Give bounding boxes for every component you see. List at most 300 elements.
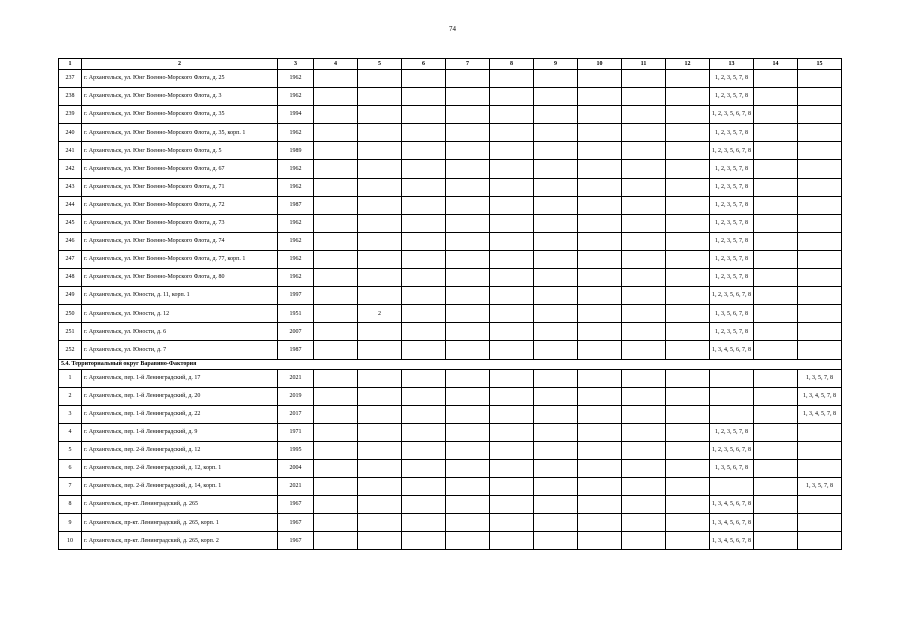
empty-cell — [446, 441, 490, 459]
empty-cell — [578, 459, 622, 477]
column-13-cell: 1, 2, 3, 5, 7, 8 — [710, 124, 754, 142]
empty-cell — [578, 305, 622, 323]
empty-cell — [446, 323, 490, 341]
empty-cell — [490, 323, 534, 341]
empty-cell — [666, 106, 710, 124]
column-5-cell — [358, 323, 402, 341]
year-cell: 1962 — [278, 214, 314, 232]
empty-cell — [490, 387, 534, 405]
table-row — [59, 106, 842, 124]
table-row — [59, 214, 842, 232]
empty-cell — [446, 142, 490, 160]
empty-cell — [622, 323, 666, 341]
table-row — [59, 405, 842, 423]
address-cell: г. Архангельск, ул. Юнг Военно-Морского Флота, д. 72 — [82, 196, 278, 214]
empty-cell — [754, 423, 798, 441]
column-13-cell — [710, 369, 754, 387]
year-cell: 1987 — [278, 341, 314, 359]
empty-cell — [754, 369, 798, 387]
year-cell: 1989 — [278, 142, 314, 160]
column-5-cell — [358, 459, 402, 477]
empty-cell — [314, 142, 358, 160]
year-cell: 1967 — [278, 514, 314, 532]
row-number-cell: 7 — [59, 478, 82, 496]
empty-cell — [314, 369, 358, 387]
year-cell: 2021 — [278, 369, 314, 387]
empty-cell — [534, 441, 578, 459]
empty-cell — [622, 369, 666, 387]
row-number-cell: 3 — [59, 405, 82, 423]
column-13-cell: 1, 2, 3, 5, 6, 7, 8 — [710, 142, 754, 160]
row-number-cell: 4 — [59, 423, 82, 441]
address-cell: г. Архангельск, ул. Юности, д. 6 — [82, 323, 278, 341]
empty-cell — [534, 106, 578, 124]
empty-cell — [534, 124, 578, 142]
table-row — [59, 514, 842, 532]
empty-cell — [446, 514, 490, 532]
empty-cell — [666, 441, 710, 459]
empty-cell — [402, 88, 446, 106]
empty-cell — [314, 160, 358, 178]
year-cell: 1967 — [278, 496, 314, 514]
empty-cell — [314, 214, 358, 232]
empty-cell — [666, 323, 710, 341]
address-cell: г. Архангельск, пер. 2-й Ленинградский, д. 12 — [82, 441, 278, 459]
table-row — [59, 178, 842, 196]
address-cell: г. Архангельск, пер. 1-й Ленинградский, д. 22 — [82, 405, 278, 423]
empty-cell — [622, 178, 666, 196]
column-15-cell — [798, 232, 842, 250]
column-13-cell: 1, 3, 4, 5, 6, 7, 8 — [710, 341, 754, 359]
empty-cell — [666, 423, 710, 441]
empty-cell — [402, 142, 446, 160]
empty-cell — [402, 305, 446, 323]
address-cell: г. Архангельск, пр-кт. Ленинградский, д. 265, корп. 1 — [82, 514, 278, 532]
column-5-cell — [358, 387, 402, 405]
column-header: 10 — [578, 59, 622, 70]
column-header: 9 — [534, 59, 578, 70]
column-header: 15 — [798, 59, 842, 70]
column-5-cell — [358, 532, 402, 550]
empty-cell — [314, 323, 358, 341]
row-number-cell: 10 — [59, 532, 82, 550]
column-13-cell: 1, 2, 3, 5, 7, 8 — [710, 232, 754, 250]
column-header: 3 — [278, 59, 314, 70]
empty-cell — [446, 196, 490, 214]
table-row — [59, 142, 842, 160]
empty-cell — [578, 124, 622, 142]
table-row — [59, 323, 842, 341]
empty-cell — [622, 232, 666, 250]
address-cell: г. Архангельск, ул. Юнг Военно-Морского Флота, д. 74 — [82, 232, 278, 250]
column-15-cell: 1, 3, 4, 5, 7, 8 — [798, 387, 842, 405]
empty-cell — [402, 124, 446, 142]
table-row — [59, 369, 842, 387]
empty-cell — [578, 70, 622, 88]
empty-cell — [534, 459, 578, 477]
empty-cell — [490, 106, 534, 124]
table-row — [59, 341, 842, 359]
empty-cell — [402, 250, 446, 268]
empty-cell — [402, 70, 446, 88]
column-5-cell — [358, 178, 402, 196]
empty-cell — [446, 369, 490, 387]
address-cell: г. Архангельск, ул. Юности, д. 11, корп. 1 — [82, 287, 278, 305]
column-15-cell — [798, 532, 842, 550]
empty-cell — [490, 70, 534, 88]
column-15-cell — [798, 70, 842, 88]
empty-cell — [402, 196, 446, 214]
empty-cell — [490, 142, 534, 160]
column-15-cell — [798, 106, 842, 124]
empty-cell — [754, 341, 798, 359]
row-number-cell: 2 — [59, 387, 82, 405]
row-number-cell: 250 — [59, 305, 82, 323]
empty-cell — [446, 532, 490, 550]
table-row — [59, 423, 842, 441]
empty-cell — [402, 387, 446, 405]
empty-cell — [402, 178, 446, 196]
empty-cell — [446, 250, 490, 268]
address-cell: г. Архангельск, пер. 2-й Ленинградский, д. 14, корп. 1 — [82, 478, 278, 496]
empty-cell — [666, 496, 710, 514]
empty-cell — [578, 269, 622, 287]
empty-cell — [754, 478, 798, 496]
empty-cell — [578, 423, 622, 441]
empty-cell — [490, 232, 534, 250]
row-number-cell: 242 — [59, 160, 82, 178]
empty-cell — [622, 88, 666, 106]
column-5-cell — [358, 160, 402, 178]
empty-cell — [402, 341, 446, 359]
empty-cell — [622, 405, 666, 423]
empty-cell — [402, 369, 446, 387]
column-13-cell: 1, 2, 3, 5, 7, 8 — [710, 269, 754, 287]
address-cell: г. Архангельск, ул. Юности, д. 7 — [82, 341, 278, 359]
empty-cell — [314, 405, 358, 423]
empty-cell — [534, 196, 578, 214]
column-13-cell: 1, 2, 3, 5, 7, 8 — [710, 196, 754, 214]
empty-cell — [622, 478, 666, 496]
empty-cell — [534, 250, 578, 268]
empty-cell — [754, 459, 798, 477]
row-number-cell: 248 — [59, 269, 82, 287]
header-row — [59, 59, 842, 70]
empty-cell — [490, 178, 534, 196]
column-header: 14 — [754, 59, 798, 70]
column-header: 6 — [402, 59, 446, 70]
column-13-cell: 1, 2, 3, 5, 7, 8 — [710, 160, 754, 178]
column-13-cell: 1, 2, 3, 5, 7, 8 — [710, 178, 754, 196]
empty-cell — [666, 142, 710, 160]
empty-cell — [666, 369, 710, 387]
year-cell: 1995 — [278, 441, 314, 459]
empty-cell — [666, 532, 710, 550]
column-13-cell — [710, 405, 754, 423]
empty-cell — [666, 305, 710, 323]
column-13-cell — [710, 478, 754, 496]
empty-cell — [534, 70, 578, 88]
year-cell: 2021 — [278, 478, 314, 496]
empty-cell — [578, 532, 622, 550]
empty-cell — [314, 532, 358, 550]
empty-cell — [534, 514, 578, 532]
column-5-cell — [358, 106, 402, 124]
empty-cell — [666, 214, 710, 232]
empty-cell — [666, 478, 710, 496]
address-cell: г. Архангельск, ул. Юнг Военно-Морского Флота, д. 25 — [82, 70, 278, 88]
empty-cell — [578, 341, 622, 359]
column-15-cell — [798, 160, 842, 178]
column-5-cell — [358, 514, 402, 532]
table-row — [59, 88, 842, 106]
empty-cell — [490, 250, 534, 268]
empty-cell — [622, 250, 666, 268]
empty-cell — [314, 478, 358, 496]
year-cell: 1962 — [278, 160, 314, 178]
column-header: 8 — [490, 59, 534, 70]
empty-cell — [754, 387, 798, 405]
empty-cell — [578, 214, 622, 232]
column-5-cell — [358, 405, 402, 423]
empty-cell — [490, 88, 534, 106]
column-5-cell — [358, 441, 402, 459]
empty-cell — [666, 269, 710, 287]
empty-cell — [490, 269, 534, 287]
empty-cell — [314, 250, 358, 268]
empty-cell — [622, 287, 666, 305]
empty-cell — [314, 287, 358, 305]
empty-cell — [314, 196, 358, 214]
empty-cell — [490, 532, 534, 550]
empty-cell — [490, 423, 534, 441]
column-5-cell — [358, 250, 402, 268]
empty-cell — [490, 124, 534, 142]
empty-cell — [622, 196, 666, 214]
year-cell: 2019 — [278, 387, 314, 405]
column-15-cell — [798, 88, 842, 106]
empty-cell — [446, 124, 490, 142]
column-15-cell — [798, 514, 842, 532]
address-cell: г. Архангельск, ул. Юнг Военно-Морского Флота, д. 73 — [82, 214, 278, 232]
empty-cell — [402, 405, 446, 423]
address-cell: г. Архангельск, ул. Юнг Военно-Морского Флота, д. 67 — [82, 160, 278, 178]
address-cell: г. Архангельск, ул. Юнг Военно-Морского Флота, д. 35, корп. 1 — [82, 124, 278, 142]
year-cell: 1951 — [278, 305, 314, 323]
empty-cell — [578, 178, 622, 196]
empty-cell — [534, 496, 578, 514]
year-cell: 1997 — [278, 287, 314, 305]
empty-cell — [666, 387, 710, 405]
empty-cell — [578, 514, 622, 532]
year-cell: 1962 — [278, 70, 314, 88]
table-row — [59, 441, 842, 459]
year-cell: 1962 — [278, 232, 314, 250]
empty-cell — [622, 441, 666, 459]
column-13-cell: 1, 2, 3, 5, 6, 7, 8 — [710, 287, 754, 305]
empty-cell — [754, 214, 798, 232]
section-title: 5.4. Территориальный округ Варавино-Фактория — [59, 359, 842, 369]
empty-cell — [402, 287, 446, 305]
address-cell: г. Архангельск, пер. 2-й Ленинградский, д. 12, корп. 1 — [82, 459, 278, 477]
table-row — [59, 387, 842, 405]
empty-cell — [622, 70, 666, 88]
empty-cell — [446, 232, 490, 250]
empty-cell — [622, 269, 666, 287]
housing-table — [58, 58, 842, 550]
column-13-cell — [710, 387, 754, 405]
column-5-cell — [358, 478, 402, 496]
empty-cell — [402, 496, 446, 514]
year-cell: 1971 — [278, 423, 314, 441]
empty-cell — [578, 250, 622, 268]
empty-cell — [314, 496, 358, 514]
table-row — [59, 232, 842, 250]
row-number-cell: 245 — [59, 214, 82, 232]
empty-cell — [446, 287, 490, 305]
address-cell: г. Архангельск, пер. 1-й Ленинградский, д. 17 — [82, 369, 278, 387]
year-cell: 1994 — [278, 106, 314, 124]
row-number-cell: 244 — [59, 196, 82, 214]
empty-cell — [490, 459, 534, 477]
empty-cell — [314, 459, 358, 477]
column-13-cell: 1, 2, 3, 5, 7, 8 — [710, 214, 754, 232]
year-cell: 1962 — [278, 250, 314, 268]
empty-cell — [754, 269, 798, 287]
empty-cell — [490, 405, 534, 423]
empty-cell — [754, 160, 798, 178]
empty-cell — [534, 369, 578, 387]
table-row — [59, 496, 842, 514]
section-row — [59, 359, 842, 369]
empty-cell — [666, 160, 710, 178]
empty-cell — [534, 478, 578, 496]
empty-cell — [402, 160, 446, 178]
empty-cell — [402, 459, 446, 477]
column-13-cell: 1, 3, 4, 5, 6, 7, 8 — [710, 514, 754, 532]
column-15-cell — [798, 459, 842, 477]
column-15-cell — [798, 250, 842, 268]
empty-cell — [534, 269, 578, 287]
row-number-cell: 237 — [59, 70, 82, 88]
empty-cell — [754, 532, 798, 550]
year-cell: 1987 — [278, 196, 314, 214]
empty-cell — [314, 232, 358, 250]
table-row — [59, 305, 842, 323]
empty-cell — [314, 441, 358, 459]
empty-cell — [578, 232, 622, 250]
row-number-cell: 6 — [59, 459, 82, 477]
empty-cell — [578, 387, 622, 405]
empty-cell — [666, 70, 710, 88]
empty-cell — [490, 478, 534, 496]
empty-cell — [402, 214, 446, 232]
empty-cell — [754, 106, 798, 124]
empty-cell — [666, 459, 710, 477]
empty-cell — [622, 496, 666, 514]
column-header: 11 — [622, 59, 666, 70]
empty-cell — [314, 514, 358, 532]
empty-cell — [446, 160, 490, 178]
column-header: 1 — [59, 59, 82, 70]
table-row — [59, 287, 842, 305]
column-15-cell: 1, 3, 5, 7, 8 — [798, 478, 842, 496]
column-13-cell: 1, 2, 3, 5, 7, 8 — [710, 423, 754, 441]
empty-cell — [534, 405, 578, 423]
column-13-cell: 1, 2, 3, 5, 7, 8 — [710, 70, 754, 88]
column-5-cell — [358, 496, 402, 514]
empty-cell — [578, 287, 622, 305]
empty-cell — [578, 405, 622, 423]
empty-cell — [314, 423, 358, 441]
empty-cell — [490, 514, 534, 532]
column-15-cell — [798, 269, 842, 287]
empty-cell — [446, 269, 490, 287]
empty-cell — [622, 459, 666, 477]
empty-cell — [402, 232, 446, 250]
address-cell: г. Архангельск, ул. Юности, д. 12 — [82, 305, 278, 323]
empty-cell — [666, 287, 710, 305]
row-number-cell: 239 — [59, 106, 82, 124]
row-number-cell: 5 — [59, 441, 82, 459]
empty-cell — [578, 478, 622, 496]
empty-cell — [622, 423, 666, 441]
empty-cell — [754, 405, 798, 423]
column-15-cell — [798, 441, 842, 459]
empty-cell — [534, 423, 578, 441]
empty-cell — [578, 160, 622, 178]
empty-cell — [754, 441, 798, 459]
column-header: 12 — [666, 59, 710, 70]
column-header: 5 — [358, 59, 402, 70]
address-cell: г. Архангельск, ул. Юнг Военно-Морского Флота, д. 5 — [82, 142, 278, 160]
column-15-cell — [798, 196, 842, 214]
empty-cell — [754, 232, 798, 250]
column-5-cell — [358, 423, 402, 441]
row-number-cell: 241 — [59, 142, 82, 160]
empty-cell — [754, 323, 798, 341]
empty-cell — [402, 423, 446, 441]
empty-cell — [578, 369, 622, 387]
empty-cell — [490, 214, 534, 232]
empty-cell — [622, 387, 666, 405]
column-5-cell — [358, 341, 402, 359]
column-15-cell: 1, 3, 5, 7, 8 — [798, 369, 842, 387]
column-15-cell — [798, 178, 842, 196]
empty-cell — [314, 305, 358, 323]
empty-cell — [534, 178, 578, 196]
empty-cell — [622, 341, 666, 359]
empty-cell — [490, 369, 534, 387]
empty-cell — [622, 124, 666, 142]
row-number-cell: 8 — [59, 496, 82, 514]
empty-cell — [446, 478, 490, 496]
empty-cell — [754, 178, 798, 196]
row-number-cell: 9 — [59, 514, 82, 532]
empty-cell — [622, 305, 666, 323]
table-row — [59, 269, 842, 287]
column-13-cell: 1, 3, 5, 6, 7, 8 — [710, 305, 754, 323]
empty-cell — [666, 250, 710, 268]
column-13-cell: 1, 3, 4, 5, 6, 7, 8 — [710, 496, 754, 514]
column-15-cell — [798, 142, 842, 160]
empty-cell — [402, 323, 446, 341]
empty-cell — [314, 387, 358, 405]
row-number-cell: 240 — [59, 124, 82, 142]
empty-cell — [534, 341, 578, 359]
empty-cell — [446, 496, 490, 514]
empty-cell — [446, 459, 490, 477]
